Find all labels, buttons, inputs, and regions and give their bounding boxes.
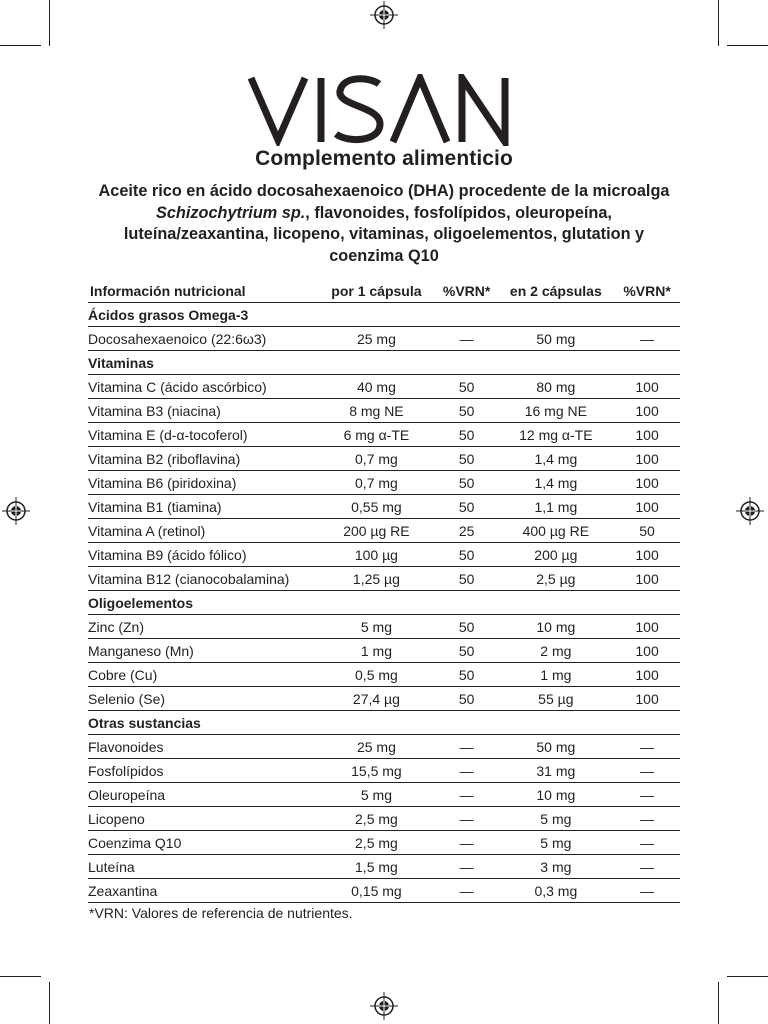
nutrient-name: Vitamina B1 (tiamina) [88,495,317,519]
table-cell: 1 mg [498,663,615,687]
column-header: %VRN* [436,280,498,303]
table-cell: 0,7 mg [317,447,436,471]
table-row [88,759,680,783]
crop-mark [0,45,41,46]
table-cell: 400 µg RE [498,519,615,543]
table-cell: 50 [436,567,498,591]
registration-mark-icon [2,497,30,525]
column-header: en 2 cápsulas [498,280,615,303]
table-cell: 100 [614,615,680,639]
table-cell: 80 mg [498,375,615,399]
section-row [88,591,680,615]
table-cell: — [436,759,498,783]
nutrient-name: Vitamina B6 (piridoxina) [88,471,317,495]
nutrient-name: Manganeso (Mn) [88,639,317,663]
table-cell: 50 [436,495,498,519]
nutrient-name: Licopeno [88,807,317,831]
table-row [88,807,680,831]
table-cell: — [614,783,680,807]
column-header: por 1 cápsula [317,280,436,303]
table-cell: — [436,831,498,855]
nutrition-table [88,280,680,903]
table-cell: 1,25 µg [317,567,436,591]
section-title: Vitaminas [88,351,680,375]
table-cell: 100 [614,543,680,567]
crop-mark [49,982,50,1024]
nutrient-name: Cobre (Cu) [88,663,317,687]
table-cell: 55 µg [498,687,615,711]
description-species: Schizochytrium sp. [156,203,306,222]
table-cell: 2,5 mg [317,831,436,855]
crop-mark [0,976,41,977]
section-title: Ácidos grasos Omega-3 [88,303,680,327]
table-cell: 2,5 mg [317,807,436,831]
registration-mark-icon [370,1,398,29]
description-text: Aceite rico en ácido docosahexaenoico (DHA) procedente de la microalga [98,182,670,200]
crop-mark [49,0,50,46]
table-cell: 10 mg [498,615,615,639]
visan-logo-icon [248,74,520,146]
table-row [88,615,680,639]
table-cell: 0,15 mg [317,879,436,903]
table-cell: 50 [436,663,498,687]
product-description [90,181,678,267]
table-row [88,735,680,759]
table-cell: 100 [614,687,680,711]
table-cell: 200 µg RE [317,519,436,543]
table-cell: — [614,831,680,855]
table-row [88,639,680,663]
table-cell: 16 mg NE [498,399,615,423]
table-row [88,567,680,591]
table-cell: 50 [436,639,498,663]
table-cell: 100 [614,423,680,447]
table-cell: 5 mg [498,807,615,831]
nutrient-name: Selenio (Se) [88,687,317,711]
table-cell: — [436,855,498,879]
table-cell: 50 [436,375,498,399]
table-cell: 40 mg [317,375,436,399]
table-row [88,495,680,519]
nutrient-name: Vitamina B9 (ácido fólico) [88,543,317,567]
nutrient-name: Luteína [88,855,317,879]
table-cell: 1 mg [317,639,436,663]
table-cell: 5 mg [317,615,436,639]
table-cell: — [436,327,498,351]
table-cell: 100 µg [317,543,436,567]
table-row [88,399,680,423]
table-cell: 8 mg NE [317,399,436,423]
table-cell: 0,5 mg [317,663,436,687]
table-cell: 5 mg [498,831,615,855]
table-cell: 1,4 mg [498,447,615,471]
table-cell: 100 [614,399,680,423]
section-title: Oligoelementos [88,591,680,615]
table-row [88,855,680,879]
table-cell: 50 [436,471,498,495]
table-row [88,663,680,687]
table-cell: — [436,879,498,903]
table-cell: 25 mg [317,327,436,351]
table-cell: 100 [614,639,680,663]
nutrient-name: Docosahexaenoico (22:6ω3) [88,327,317,351]
nutrient-name: Oleuropeína [88,783,317,807]
table-row [88,447,680,471]
table-cell: 50 [436,399,498,423]
table-cell: 3 mg [498,855,615,879]
table-row [88,831,680,855]
table-cell: — [614,855,680,879]
crop-mark [718,982,719,1024]
registration-mark-icon [370,992,398,1020]
table-row [88,519,680,543]
table-cell: 100 [614,471,680,495]
table-row [88,543,680,567]
nutrient-name: Zinc (Zn) [88,615,317,639]
nutrient-name: Vitamina B3 (niacina) [88,399,317,423]
table-cell: 100 [614,495,680,519]
table-row [88,375,680,399]
table-row [88,879,680,903]
table-cell: 50 [436,423,498,447]
table-header-row [88,280,680,303]
table-cell: 27,4 µg [317,687,436,711]
table-cell: 25 [436,519,498,543]
table-cell: — [614,735,680,759]
table-row [88,471,680,495]
description-text: , flavonoides, fosfolípidos, oleuropeína, luteína/zeaxantina, licopeno, vitaminas, oligoelementos, glutation y coenzima Q10 [123,203,645,265]
table-cell: 0,7 mg [317,471,436,495]
brand-logo [0,74,768,146]
table-cell: — [614,807,680,831]
section-title: Otras sustancias [88,711,680,735]
column-header: %VRN* [614,280,680,303]
registration-mark-icon [736,497,764,525]
section-row [88,351,680,375]
table-cell: 100 [614,567,680,591]
table-cell: — [436,807,498,831]
table-row [88,327,680,351]
nutrient-name: Vitamina A (retinol) [88,519,317,543]
table-cell: — [436,783,498,807]
crop-mark [718,0,719,46]
table-cell: 50 mg [498,327,615,351]
table-cell: 50 [614,519,680,543]
table-cell: 50 [436,447,498,471]
product-type-title: Complemento alimenticio [255,147,513,170]
table-cell: 2,5 µg [498,567,615,591]
table-cell: 0,3 mg [498,879,615,903]
crop-mark [727,45,768,46]
table-cell: 31 mg [498,759,615,783]
table-cell: 25 mg [317,735,436,759]
table-cell: 10 mg [498,783,615,807]
table-cell: 5 mg [317,783,436,807]
table-row [88,687,680,711]
table-cell: 50 [436,687,498,711]
table-cell: 1,1 mg [498,495,615,519]
table-cell: 100 [614,375,680,399]
table-cell: 50 [436,615,498,639]
crop-mark [727,976,768,977]
column-header: Información nutricional [88,280,317,303]
table-cell: 15,5 mg [317,759,436,783]
table-cell: — [614,879,680,903]
table-cell: 1,5 mg [317,855,436,879]
nutrient-name: Zeaxantina [88,879,317,903]
table-cell: 6 mg α-TE [317,423,436,447]
table-cell: 50 mg [498,735,615,759]
table-row [88,783,680,807]
table-cell: 12 mg α-TE [498,423,615,447]
nutrition-table-body [88,303,680,903]
nutrient-name: Vitamina B12 (cianocobalamina) [88,567,317,591]
nutrient-name: Vitamina B2 (riboflavina) [88,447,317,471]
table-cell: 100 [614,447,680,471]
nutrient-name: Flavonoides [88,735,317,759]
nutrient-name: Vitamina E (d-α-tocoferol) [88,423,317,447]
table-cell: — [614,327,680,351]
table-row [88,423,680,447]
nutrient-name: Coenzima Q10 [88,831,317,855]
nutrient-name: Fosfolípidos [88,759,317,783]
section-row [88,303,680,327]
section-row [88,711,680,735]
table-cell: 0,55 mg [317,495,436,519]
nutrient-name: Vitamina C (ácido ascórbico) [88,375,317,399]
table-cell: 1,4 mg [498,471,615,495]
table-cell: 100 [614,663,680,687]
footnote: *VRN: Valores de referencia de nutrientes. [89,905,353,921]
table-cell: — [436,735,498,759]
table-cell: 50 [436,543,498,567]
table-cell: 200 µg [498,543,615,567]
table-cell: 2 mg [498,639,615,663]
table-cell: — [614,759,680,783]
